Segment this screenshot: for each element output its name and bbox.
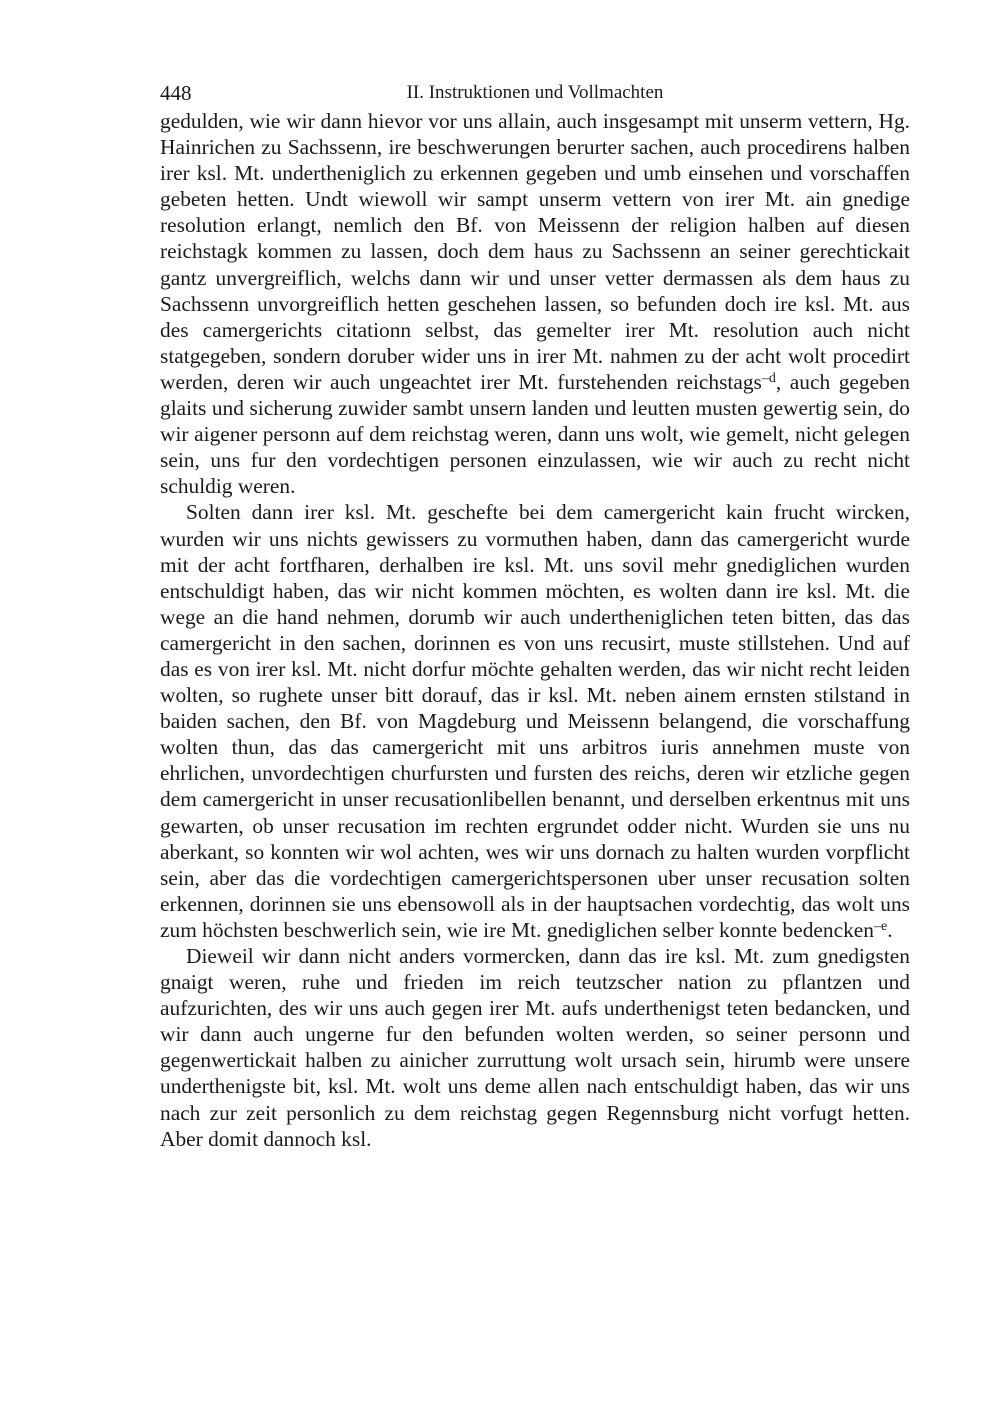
page-number: 448 [160, 81, 192, 105]
document-page [160, 78, 910, 1152]
body-text [160, 108, 910, 1152]
paragraph-3-text-a: Dieweil wir dann nicht anders vormercken, dann das ire ksl. Mt. zum gnedigsten gnaigt weren, ruhe und frieden im reich teutzscher nation zu pflantzen und aufzurichten, des wir uns auch gegen irer Mt. aufs underthenigst teten bedancken, und wir dann auch ungerne fur den befunden wolten werden, so seiner personn und gegenwertickait halben zu ainicher zurruttung wolt ursach sein, hirumb were unsere underthenigste bit, ksl. Mt. wolt uns deme allen nach entschuldigt haben, das wir uns nach zur zeit personlich zu dem reichstag gegen Regennsburg nicht vorfugt hetten. Aber domit dannoch ksl. [160, 944, 910, 1151]
paragraph-1-text-a: gedulden, wie wir dann hievor vor uns allain, auch insgesampt mit unserm vettern, Hg. Hainrichen zu Sachssenn, ire beschwerungen berurter sachen, auch procedirens halben irer ksl. Mt. undertheniglich zu erkennen gegeben und umb einsehen und vorschaffen gebeten hetten. Undt wiewoll wir sampt unserm vettern von irer Mt. ain gnedige resolution erlangt, nemlich den Bf. von Meissenn der religion halben auf diesen reichstagk kommen zu lassen, doch dem haus zu Sachssenn an seiner gerechtickait gantz unvergreiflich, welchs dann wir und unser vetter dermassen als dem haus zu Sachssenn unvorgreiflich hetten geschehen lassen, so befunden doch ire ksl. Mt. aus des camergerichts citationn selbst, das gemelter irer Mt. resolution auch nicht statgegeben, sondern doruber wider uns in irer Mt. nahmen zu der acht wolt procedirt werden, deren wir auch ungeachtet irer Mt. furstehenden reichstags [160, 109, 910, 394]
paragraph-3 [160, 943, 910, 1152]
running-head-title: II. Instruktionen und Vollmachten [406, 82, 664, 103]
paragraph-2 [160, 499, 910, 943]
paragraph-2-text-b: . [887, 917, 893, 942]
paragraph-2-text-a: Solten dann irer ksl. Mt. geschefte bei dem camergericht kain frucht wircken, wurden wir uns nichts gewissers zu vormuthen haben, dann das camergericht wurde mit der acht fortfharen, derhalben ire ksl. Mt. uns sovil mehr gnediglichen wurden entschuldigt haben, das wir nicht kommen möchten, es wolten dann ire ksl. Mt. die wege an die hand nehmen, dorumb wir auch undertheniglichen teten bitten, das das camergericht in den sachen, dorinnen es von uns recusirt, muste stillstehen. Und auf das es von irer ksl. Mt. nicht dorfur möchte gehalten werden, das wir nicht recht leiden wolten, so rughete unser bitt dorauf, das ir ksl. Mt. neben ainem ernsten stilstand in baiden sachen, den Bf. von Magdeburg und Meissenn belangend, die vorschaffung wolten thun, das das camergericht mit uns arbitros iuris annehmen muste von ehrlichen, unvordechtigen churfursten und fursten des reichs, deren wir etzliche gegen dem camergericht in unser recusationlibellen benannt, und derselben erkentnus mit uns gewarten, ob unser recusation im rechten ergrundet odder nicht. Wurden sie uns nu aberkant, so konnten wir wol achten, wes wir uns dornach zu halten wurden vorpflicht sein, aber das die vordechtigen camergerichtspersonen uber unser recusation solten erkennen, dorinnen sie uns ebensowoll als in der hauptsachen vordechtig, das wolt uns zum höchsten beschwerlich sein, wie ire Mt. gnediglichen selber konnte bedencken [160, 500, 910, 942]
running-head [160, 78, 910, 108]
footnote-mark-d: –d [761, 370, 776, 386]
paragraph-1-text-b: , auch gegeben glaits und sicherung zuwider sambt unsern landen und leutten musten gewertig sein, do wir aigener personn auf dem reichstag weren, dann uns wolt, wie gemelt, nicht gelegen sein, uns fur den vordechtigen personen einzulassen, wie wir auch zu recht nicht schuldig weren. [160, 369, 910, 499]
paragraph-1 [160, 108, 910, 499]
footnote-mark-e: –e [873, 918, 888, 934]
